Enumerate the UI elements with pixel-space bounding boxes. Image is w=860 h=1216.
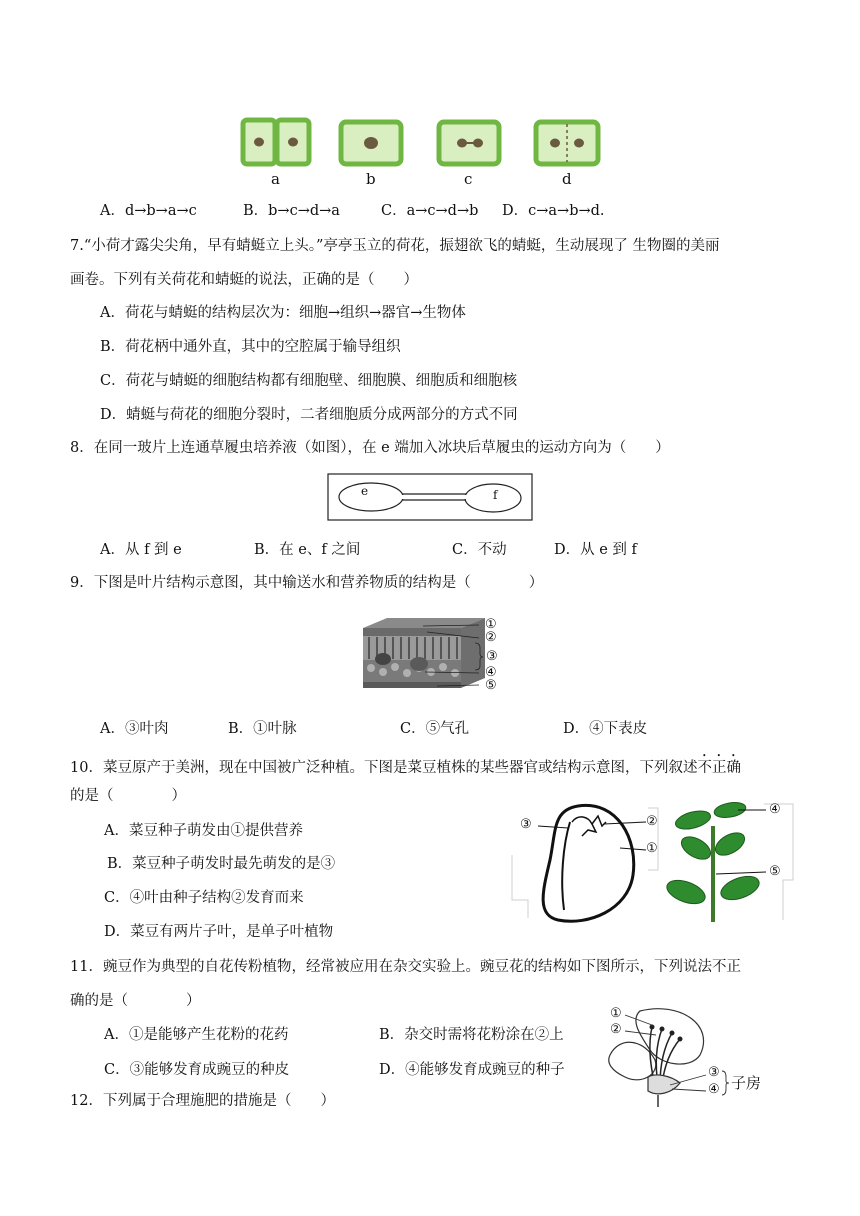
q10-option-b: B．菜豆种子萌发时最先萌发的是③: [107, 856, 336, 872]
q8-option-d: D．从 e 到 f: [554, 542, 637, 558]
q7-option-d: D．蜻蜓与荷花的细胞分裂时，二者细胞质分成两部分的方式不同: [100, 407, 518, 423]
q6-option-b: B．b→c→d→a: [243, 203, 340, 219]
q12-stem: 12．下列属于合理施肥的措施是（ ）: [70, 1093, 335, 1109]
q10-option-d: D．菜豆有两片子叶，是单子叶植物: [104, 924, 334, 940]
q8-option-b: B．在 e、f 之间: [254, 542, 361, 558]
leaf-label-3: ③: [486, 649, 498, 664]
q9-option-d: D．④下表皮: [563, 721, 648, 737]
cell-division-figure: [238, 112, 618, 190]
pea-label-ovary: 子房: [731, 1074, 762, 1092]
q6-option-c: C．a→c→d→b: [381, 203, 479, 219]
q8-option-c: C．不动: [452, 542, 507, 558]
cell-division-drawings: [238, 112, 618, 190]
q7-option-c: C．荷花与蜻蜓的细胞结构都有细胞壁、细胞膜、细胞质和细胞核: [100, 373, 518, 389]
q7-stem-line2: 画卷。下列有关荷花和蜻蜓的说法，正确的是（ ）: [70, 272, 418, 288]
leaf-label-1: ①: [485, 617, 497, 632]
pea-label-1: ①: [610, 1006, 622, 1021]
q8-stem: 8．在同一玻片上连通草履虫培养液（如图），在 e 端加入冰块后草履虫的运动方向为（ ）: [70, 440, 670, 456]
cell-label-c: c: [464, 170, 473, 188]
bean-label-3: ③: [520, 817, 532, 832]
q8-option-a: A．从 f 到 e: [100, 542, 182, 558]
cell-b: [341, 122, 401, 164]
q7-option-a: A．荷花与蜻蜓的结构层次为：细胞→组织→器官→生物体: [100, 305, 466, 321]
leaf-structure-figure: [357, 612, 507, 702]
bean-figure: [508, 800, 798, 926]
cell-c: [439, 122, 499, 164]
pea-label-4: ④: [708, 1082, 720, 1097]
q11-option-b: B．杂交时需将花粉涂在②上: [379, 1027, 564, 1043]
q10-stem-line1: [70, 752, 741, 778]
pea-label-2: ②: [610, 1022, 622, 1037]
q9-stem: 9．下图是叶片结构示意图，其中输送水和营养物质的结构是（ ）: [70, 575, 544, 591]
leaf-label-5: ⑤: [485, 678, 497, 693]
cell-d: [536, 122, 598, 164]
pea-flower-figure: [600, 1005, 775, 1110]
q11-stem-line2: 确的是（ ）: [70, 993, 201, 1009]
pea-flower-drawing: [600, 1005, 775, 1110]
q11-stem-line1: 11．豌豆作为典型的自花传粉植物，经常被应用在杂交实验上。豌豆花的结构如下图所示，下列说法不正: [70, 959, 741, 975]
q10-stem-line2: 的是（ ）: [70, 788, 186, 804]
q9-option-a: A．③叶肉: [100, 721, 169, 737]
q9-option-b: B．①叶脉: [228, 721, 297, 737]
bean-label-4: ④: [769, 802, 781, 817]
leaf-label-2: ②: [485, 630, 497, 645]
slide-drawing: [327, 473, 533, 521]
slide-figure: [327, 473, 533, 521]
slide-label-f: f: [493, 488, 498, 502]
q11-option-c: C．③能够发育成豌豆的种皮: [104, 1062, 290, 1078]
bean-label-2: ②: [646, 814, 658, 829]
bean-label-1: ①: [646, 841, 658, 856]
bean-label-5: ⑤: [769, 864, 781, 879]
q7-stem-line1: 7.“小荷才露尖尖角，早有蜻蜓立上头。”亭亭玉立的荷花，振翅欲飞的蜻蜓，生动展现了 生物圈的美丽: [70, 238, 720, 254]
cell-label-d: d: [562, 170, 572, 188]
pea-label-3: ③: [708, 1065, 720, 1080]
cell-label-a: a: [271, 170, 280, 188]
q10-emphasis: 不正确: [697, 760, 741, 776]
q10-option-c: C．④叶由种子结构②发育而来: [104, 890, 304, 906]
q9-option-c: C．⑤气孔: [400, 721, 470, 737]
q10-stem-text: 10．菜豆原产于美洲，现在中国被广泛种植。下图是菜豆植株的某些器官或结构示意图，下列叙述: [70, 760, 698, 776]
leaf-label-4: ④: [485, 665, 497, 680]
cell-label-b: b: [366, 170, 376, 188]
slide-label-e: e: [361, 484, 369, 498]
q6-option-d: D．c→a→b→d.: [502, 203, 605, 219]
q7-option-b: B．荷花柄中通外直，其中的空腔属于输导组织: [100, 339, 401, 355]
q6-option-a: A．d→b→a→c: [100, 203, 197, 219]
q10-option-a: A．菜豆种子萌发由①提供营养: [104, 823, 303, 839]
q11-option-d: D．④能够发育成豌豆的种子: [379, 1062, 565, 1078]
cell-a: [243, 120, 309, 164]
q11-option-a: A．①是能够产生花粉的花药: [104, 1027, 289, 1043]
